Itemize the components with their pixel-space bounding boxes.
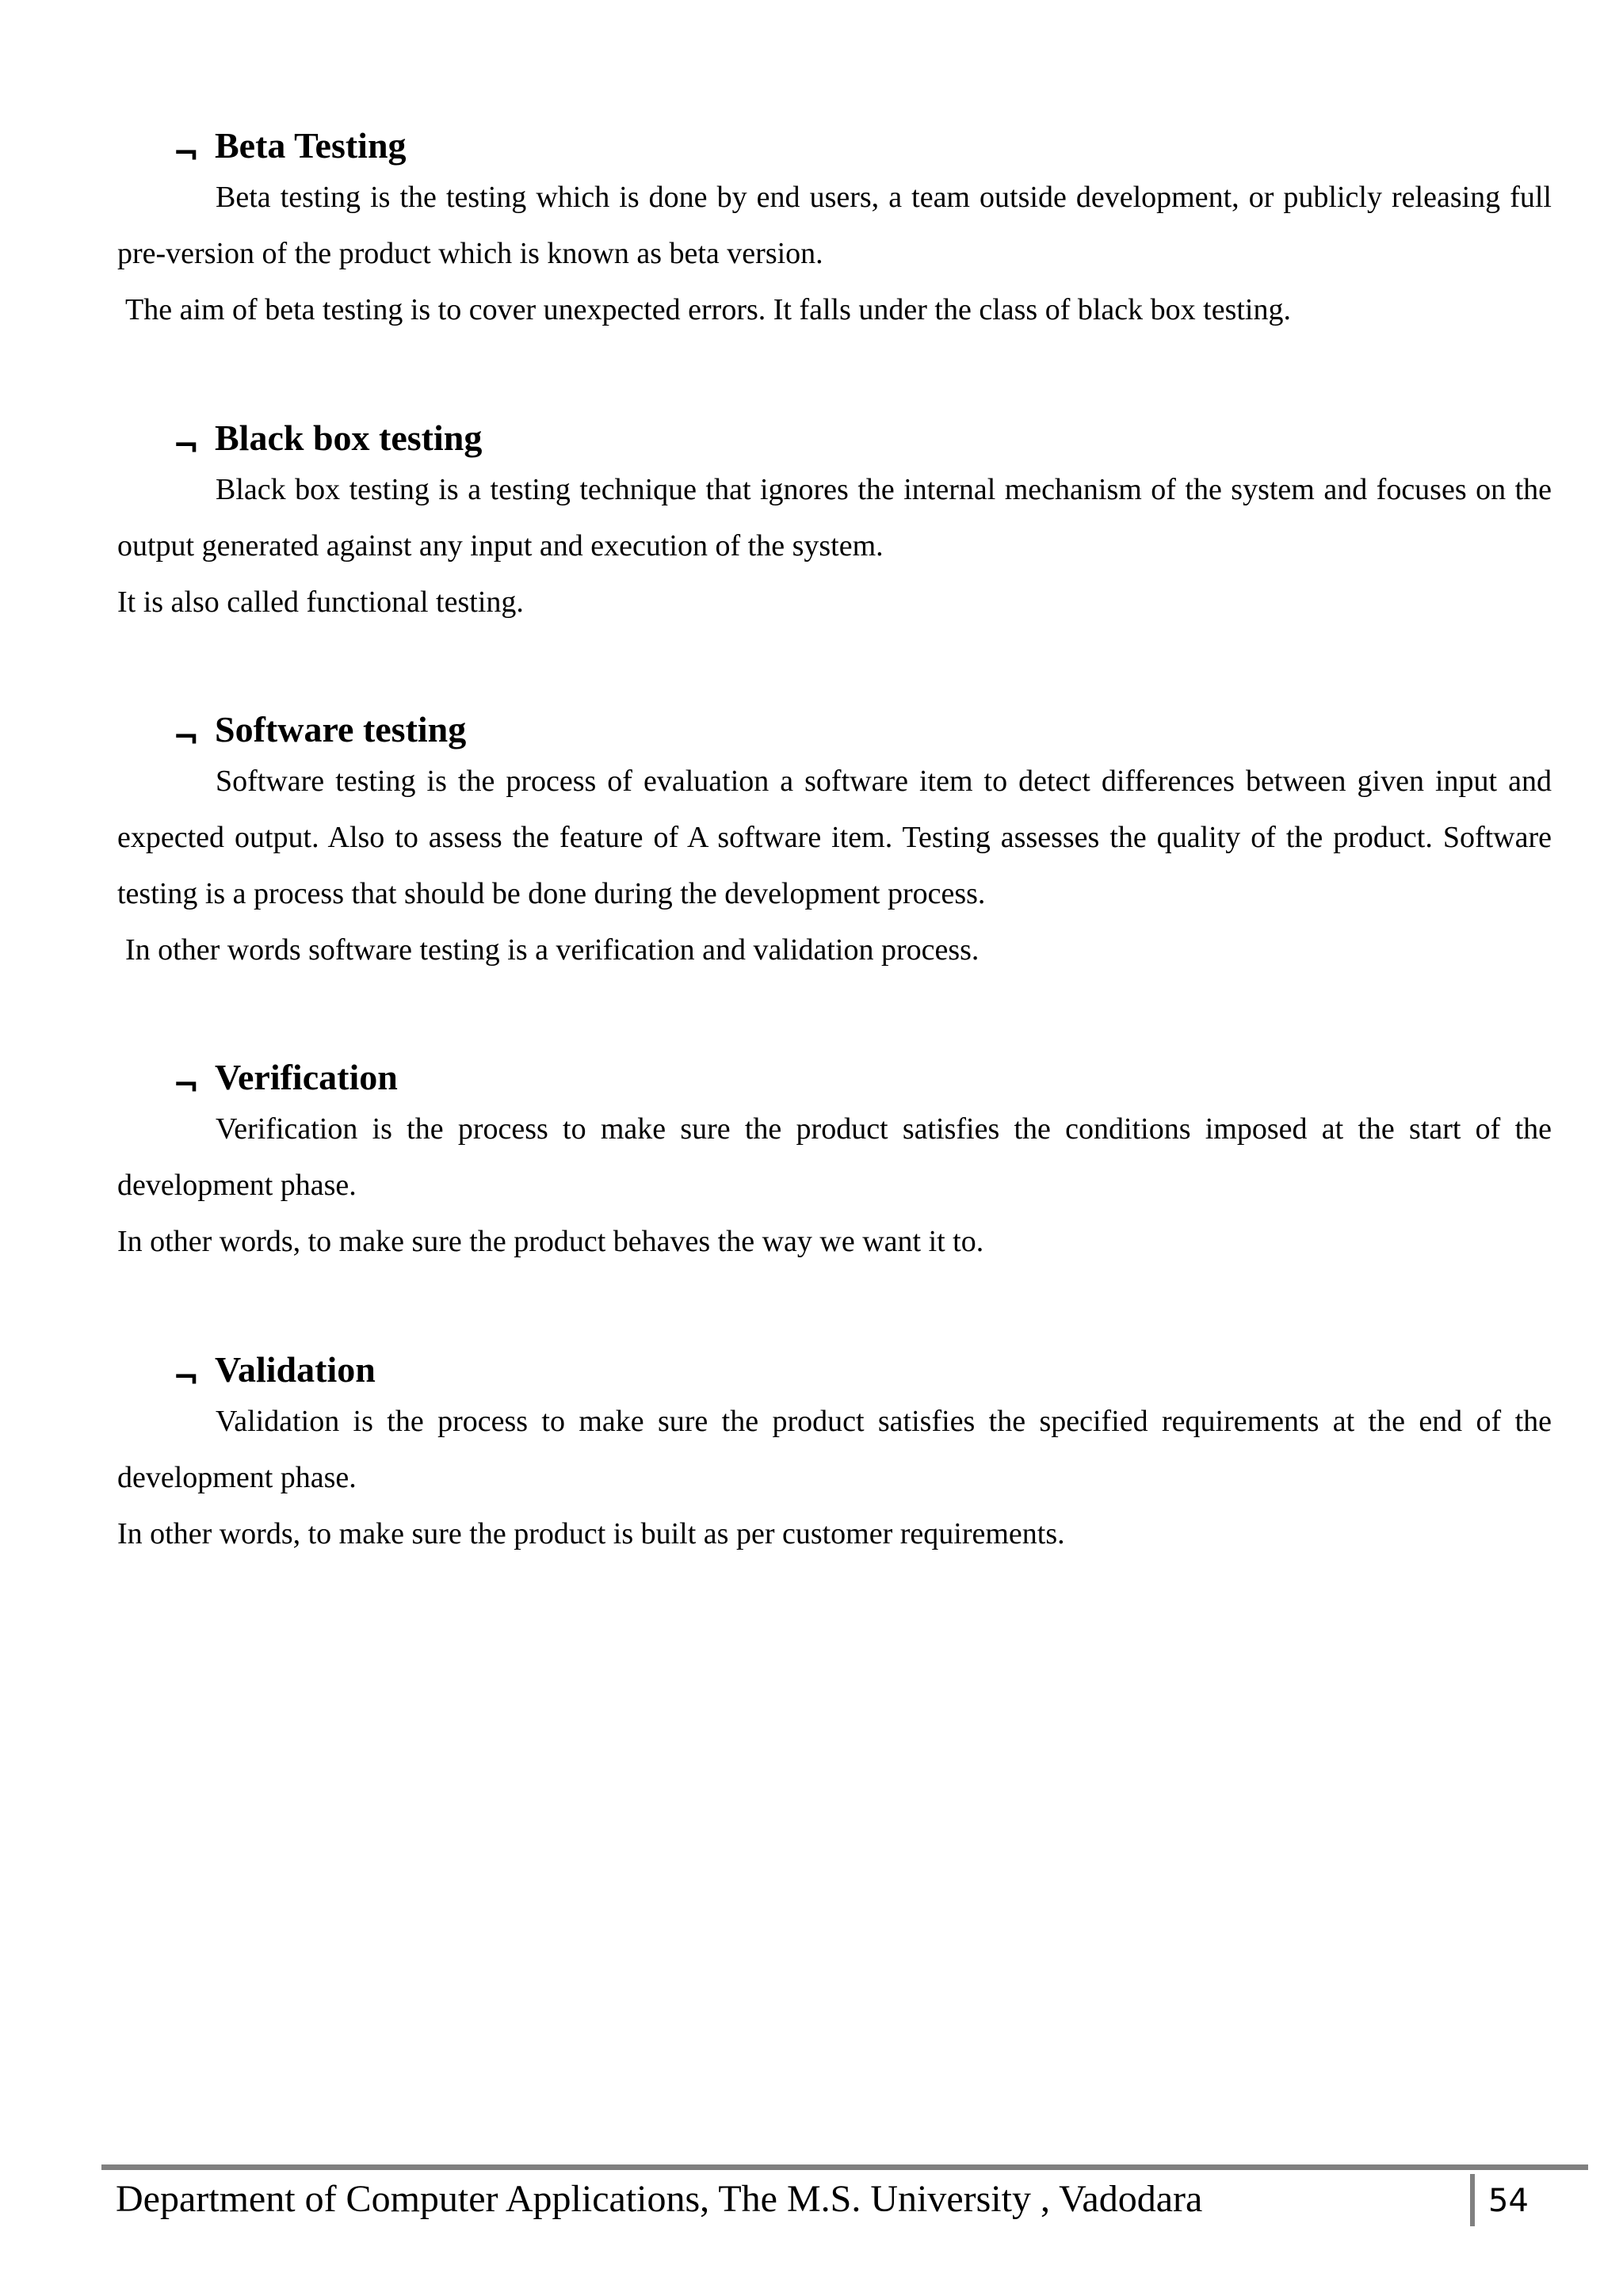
bullet-icon: ¬	[173, 135, 200, 172]
heading-text: Beta Testing	[215, 125, 407, 166]
section-paragraph: Beta testing is the testing which is done by end users, a team outside development, or publicly releasing full pre-version of the product which is known as beta version.	[117, 181, 1552, 270]
section-paragraph: Validation is the process to make sure the product satisfies the specified requirements at the end of the development phase.	[117, 1405, 1552, 1494]
bullet-icon: ¬	[173, 428, 200, 464]
bullet-icon: ¬	[173, 719, 200, 756]
bullet-icon: ¬	[173, 1067, 200, 1104]
section-software-testing	[117, 706, 1552, 978]
section-beta-testing	[117, 122, 1552, 338]
footer-divider	[1470, 2174, 1475, 2226]
footer-rule	[101, 2164, 1588, 2170]
heading-text: Software testing	[215, 709, 467, 749]
heading-text: Validation	[215, 1349, 376, 1390]
heading-text: Black box testing	[215, 418, 483, 458]
section-line: In other words, to make sure the product is built as per customer requirements.	[117, 1517, 1065, 1550]
bullet-icon: ¬	[173, 1360, 200, 1396]
section-line: The aim of beta testing is to cover unexpected errors. It falls under the class of black box testing.	[125, 293, 1291, 326]
section-line: In other words software testing is a verification and validation process.	[125, 933, 980, 967]
section-black-box-testing	[117, 414, 1552, 631]
section-paragraph: Verification is the process to make sure the product satisfies the conditions imposed at the start of the development phase.	[117, 1112, 1552, 1202]
section-heading	[117, 1054, 1552, 1104]
heading-text: Verification	[215, 1057, 398, 1097]
footer-text: Department of Computer Applications, The M.S. University , Vadodara	[116, 2178, 1203, 2220]
section-heading	[117, 1346, 1552, 1394]
page-number: 54	[1488, 2183, 1529, 2219]
section-paragraph: Black box testing is a testing technique that ignores the internal mechanism of the system and focuses on the output generated against any input and execution of the system.	[117, 473, 1552, 563]
section-heading	[117, 706, 1552, 756]
section-verification	[117, 1054, 1552, 1270]
section-paragraph: Software testing is the process of evaluation a software item to detect differences between given input and expected output. Also to assess the feature of A software item. Testing assesses the quality of the product. Software testing is a process that should be done during the development process.	[117, 765, 1552, 910]
section-heading	[117, 122, 1552, 170]
section-line: It is also called functional testing.	[117, 585, 524, 619]
section-heading	[117, 414, 1552, 462]
section-validation	[117, 1346, 1552, 1562]
section-line: In other words, to make sure the product behaves the way we want it to.	[117, 1225, 984, 1258]
